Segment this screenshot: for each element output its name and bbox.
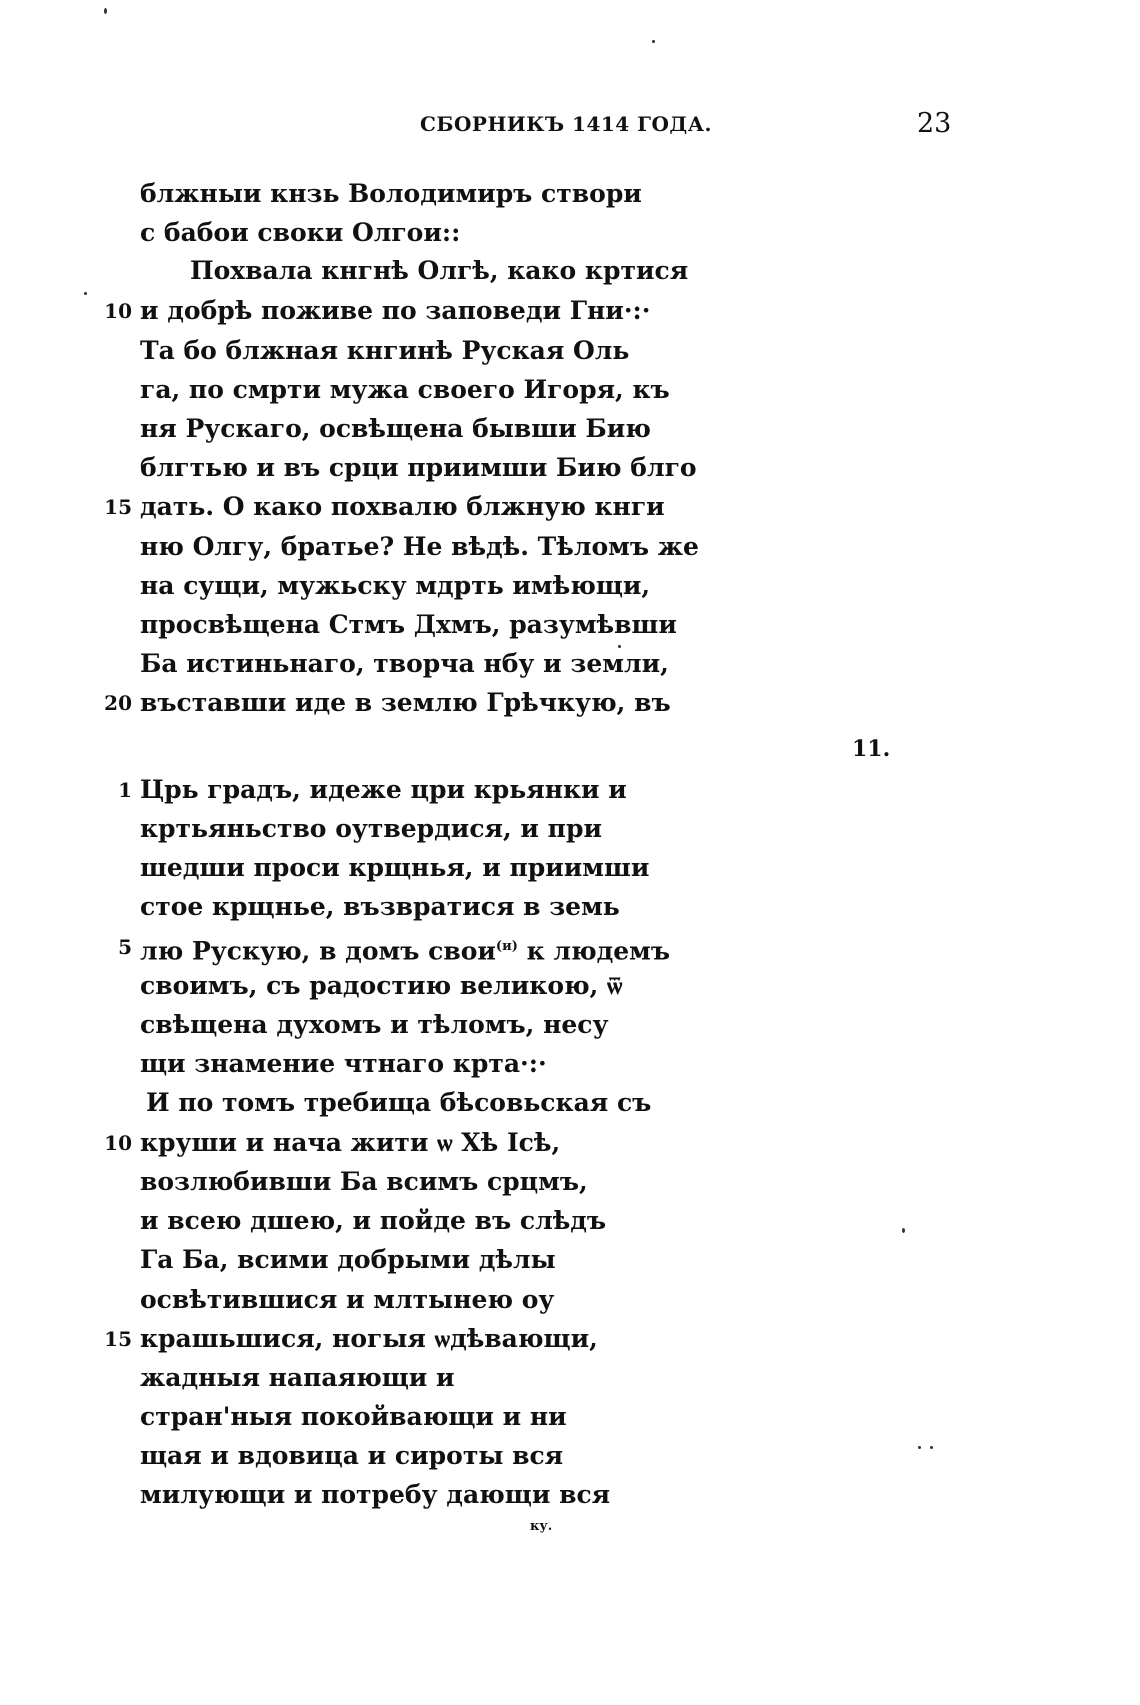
text-line: ня Рускаго, освѣщена бывши Бию [140,414,651,443]
text-line: возлюбивши Ба всимъ срцмъ, [140,1167,588,1196]
page-number: 23 [917,108,952,139]
text-line: И по томъ требища бѣсовьская съ [146,1088,652,1117]
text-line: Га Ба, всими добрыми дѣлы [140,1245,556,1274]
line-number: 1 [118,778,132,802]
scan-speck [104,8,107,14]
text-line: кртьяньство оутвердися, и при [140,814,602,843]
text-line: Црь градъ, идеже цри крьянки и [140,775,627,804]
scan-speck [652,40,655,43]
text-line: блжныи кнзь Володимиръ створи [140,179,642,208]
scan-speck [84,292,87,295]
section-marker: 11. [852,736,891,762]
text-line: Похвала кнгнѣ Олгѣ, како кртися [190,256,689,285]
text-line: щи знамение чтнаго крта·:· [140,1049,547,1078]
scan-speck [902,1228,905,1233]
text-line: своимъ, съ радостию великою, ѿ [140,971,623,1000]
line-number: 20 [104,691,132,715]
line-number: 10 [104,1131,132,1155]
scan-speck [618,645,621,648]
text-line: стран'ныя покойвающи и ни [140,1402,567,1431]
text-line: на сущи, мужьску мдрть имѣющи, [140,571,651,600]
scan-speck [930,1446,933,1449]
text-line: блгтью и въ срци приимши Бию блго [140,453,697,482]
text-line: щая и вдовица и сироты вся [140,1441,564,1470]
scan-speck [918,1446,921,1449]
line-number: 15 [104,495,132,519]
text-line: га, по смрти мужа своего Игоря, къ [140,375,670,404]
text-line: просвѣщена Стмъ Дхмъ, разумѣвши [140,610,677,639]
line-number: 15 [104,1327,132,1351]
text-line: Ба истиньнаго, творча нбу и земли, [140,649,669,678]
text-segment: к людемъ [517,936,671,966]
text-line: шедши проси крщнья, и приимши [140,853,650,882]
text-line: и добрѣ поживе по заповеди Гни·:· [140,296,651,325]
catchword: ку. [530,1519,553,1534]
text-line: освѣтившися и млтынею оу [140,1285,555,1314]
text-line: стое крщнье, възвратися в земь [140,892,620,921]
text-line: и всею дшею, и пойде въ слѣдъ [140,1206,607,1235]
text-line: Та бо блжная кнгинѣ Руская Оль [140,336,630,365]
running-title: СБОРНИКЪ 1414 ГОДА. [420,112,712,136]
text-line: свѣщена духомъ и тѣломъ, несу [140,1010,609,1039]
text-line: милующи и потребу дающи вся [140,1480,611,1509]
footnote-mark: (и) [495,939,518,954]
text-line [140,932,670,966]
text-line: жадныя напаяющи и [140,1363,455,1392]
text-segment: лю Рускую, в домъ свои [140,936,496,966]
text-line: дать. О како похвалю блжную кнги [140,492,665,521]
text-line: ню Олгу, братье? Не вѣдѣ. Тѣломъ же [140,532,699,561]
line-number: 5 [118,935,132,959]
text-line: въставши иде в землю Грѣчкую, въ [140,688,671,717]
text-line: с бабои своки Олгои:: [140,218,461,247]
text-line: круши и нача жити ѡ Хѣ Ісѣ, [140,1128,561,1157]
text-line: крашьшися, ногыя ѡдѣвающи, [140,1324,598,1353]
line-number: 10 [104,299,132,323]
